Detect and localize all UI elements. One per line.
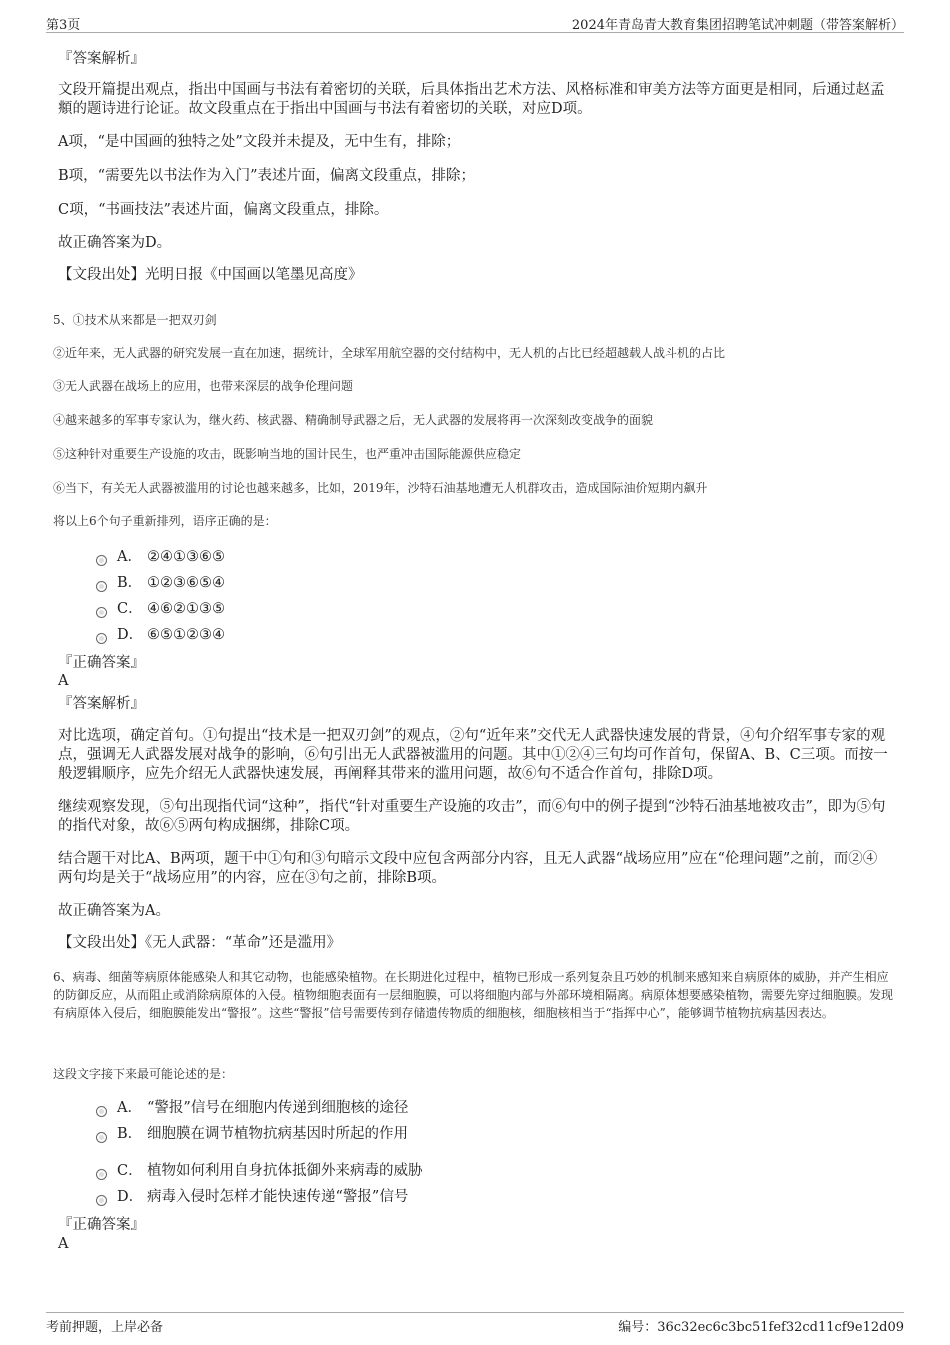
radio-icon[interactable]	[96, 555, 107, 566]
page-footer	[46, 1312, 904, 1337]
q6-option-d[interactable]	[96, 1188, 408, 1207]
option-text: 细胞膜在调节植物抗病基因时所起的作用	[147, 1126, 408, 1142]
option-letter: D．	[117, 627, 144, 643]
q5-analysis-paragraph-3: 结合题干对比A、B两项，题干中①句和③句暗示文段中应包含两部分内容，且无人武器“战场应用”应在“伦理问题”之前，而②④两句均是关于“战场应用”的内容，应在③句之前，排除B项。	[58, 851, 878, 886]
option-text: ⑥⑤①②③④	[147, 627, 225, 643]
q4-option-c-analysis: C项，“书画技法”表述片面，偏离文段重点，排除。	[58, 202, 389, 218]
q4-source: 【文段出处】光明日报《中国画以笔墨见高度》	[58, 267, 363, 283]
option-letter: C．	[117, 1163, 143, 1179]
q4-option-b-analysis: B项，“需要先以书法作为入门”表述片面，偏离文段重点，排除；	[58, 168, 475, 184]
q5-conclusion: 故正确答案为A。	[58, 903, 170, 919]
q5-answer: A	[58, 673, 69, 689]
option-text: ②④①③⑥⑤	[147, 549, 225, 565]
q5-analysis-paragraph-1: 对比选项，确定首句。①句提出“技术是一把双刃剑”的观点，②句“近年来”交代无人武器快速发展的背景，④句介绍军事专家的观点，强调无人武器发展对战争的影响，⑥句引出无人武器被滥用的问题。其中①②④三句均可作首句，保留A、B、C三项。而按一般逻辑顺序，应先介绍无人武器快速发展，再阐释其带来的滥用问题，故⑥句不适合作首句，排除D项。	[58, 728, 888, 782]
page-header	[46, 12, 904, 33]
q5-answer-heading: 『正确答案』	[58, 655, 145, 671]
q6-answer-heading: 『正确答案』	[58, 1217, 145, 1233]
option-letter: B．	[117, 575, 143, 591]
q4-analysis-paragraph: 文段开篇提出观点，指出中国画与书法有着密切的关联，后具体指出艺术方法、风格标准和审美方法等方面更是相同，后通过赵孟頫的题诗进行论证。故文段重点在于指出中国画与书法有着密切的关联，对应D项。	[58, 82, 885, 117]
radio-icon[interactable]	[96, 607, 107, 618]
q6-prompt: 这段文字接下来最可能论述的是：	[53, 1067, 234, 1081]
q5-option-c[interactable]	[96, 600, 225, 619]
q4-analysis-heading: 『答案解析』	[58, 51, 145, 67]
q5-analysis-paragraph-2: 继续观察发现，⑤句出现指代词“这种”，指代“针对重要生产设施的攻击”，而⑥句中的例子提到“沙特石油基地被攻击”，即为⑤句的指代对象，故⑥⑤两句构成捆绑，排除C项。	[58, 799, 886, 834]
document-code: 编号：36c32ec6c3bc51fef32cd11cf9e12d09	[618, 1320, 904, 1335]
q5-source: 【文段出处】《无人武器：“革命”还是滥用》	[58, 935, 342, 951]
q5-sentence-5: ⑤这种针对重要生产设施的攻击，既影响当地的国计民生，也严重冲击国际能源供应稳定	[53, 447, 522, 461]
q5-sentence-2: ②近年来，无人武器的研究发展一直在加速，据统计，全球军用航空器的交付结构中，无人机的占比已经超越载人战斗机的占比	[53, 346, 726, 360]
document-title: 2024年青岛青大教育集团招聘笔试冲刺题（带答案解析）	[571, 18, 904, 33]
q4-conclusion: 故正确答案为D。	[58, 235, 172, 251]
radio-icon[interactable]	[96, 1132, 107, 1143]
q6-option-a[interactable]	[96, 1099, 408, 1118]
option-letter: C．	[117, 601, 143, 617]
q5-sentence-4: ④越来越多的军事专家认为，继火药、核武器、精确制导武器之后，无人武器的发展将再一次深刻改变战争的面貌	[53, 413, 654, 427]
option-letter: A．	[117, 1100, 142, 1116]
q5-sentence-6: ⑥当下，有关无人武器被滥用的讨论也越来越多，比如，2019年，沙特石油基地遭无人机群攻击，造成国际油价短期内飙升	[53, 481, 708, 495]
option-text: ①②③⑥⑤④	[147, 575, 225, 591]
page-number: 第3页	[46, 18, 81, 33]
q5-option-d[interactable]	[96, 626, 225, 645]
q5-sentence-1: 5、①技术从来都是一把双刃剑	[53, 313, 217, 327]
q6-option-c[interactable]	[96, 1162, 423, 1181]
option-text: 植物如何利用自身抗体抵御外来病毒的威胁	[147, 1163, 423, 1179]
q5-prompt: 将以上6个句子重新排列，语序正确的是：	[53, 514, 277, 528]
q5-sentence-3: ③无人武器在战场上的应用，也带来深层的战争伦理问题	[53, 379, 354, 393]
radio-icon[interactable]	[96, 1169, 107, 1180]
option-text: “警报”信号在细胞内传递到细胞核的途径	[147, 1100, 409, 1116]
footer-motto: 考前押题，上岸必备	[46, 1320, 164, 1335]
radio-icon[interactable]	[96, 1195, 107, 1206]
q5-option-a[interactable]	[96, 548, 225, 567]
option-letter: B．	[117, 1126, 143, 1142]
option-letter: D．	[117, 1189, 144, 1205]
option-text: 病毒入侵时怎样才能快速传递“警报”信号	[147, 1189, 409, 1205]
q6-option-b[interactable]	[96, 1125, 408, 1144]
option-letter: A．	[117, 549, 142, 565]
radio-icon[interactable]	[96, 633, 107, 644]
q4-option-a-analysis: A项，“是中国画的独特之处”文段并未提及，无中生有，排除；	[58, 134, 461, 150]
q6-answer: A	[58, 1236, 69, 1252]
q5-analysis-heading: 『答案解析』	[58, 696, 145, 712]
q6-stem: 6、病毒、细菌等病原体能感染人和其它动物，也能感染植物。在长期进化过程中，植物已形成一系列复杂且巧妙的机制来感知来自病原体的威胁，并产生相应的防御反应，从而阻止或消除病原体的入侵。植物细胞表面有一层细胞膜，可以将细胞内部与外部环境相隔离。病原体想要感染植物，需要先穿过细胞膜。发现有病原体入侵后，细胞膜能发出“警报”。这些“警报”信号需要传到存储遗传物质的细胞核，细胞核相当于“指挥中心”，能够调节植物抗病基因表达。	[53, 970, 894, 1020]
radio-icon[interactable]	[96, 1106, 107, 1117]
q5-option-b[interactable]	[96, 574, 225, 593]
radio-icon[interactable]	[96, 581, 107, 592]
option-text: ④⑥②①③⑤	[147, 601, 225, 617]
